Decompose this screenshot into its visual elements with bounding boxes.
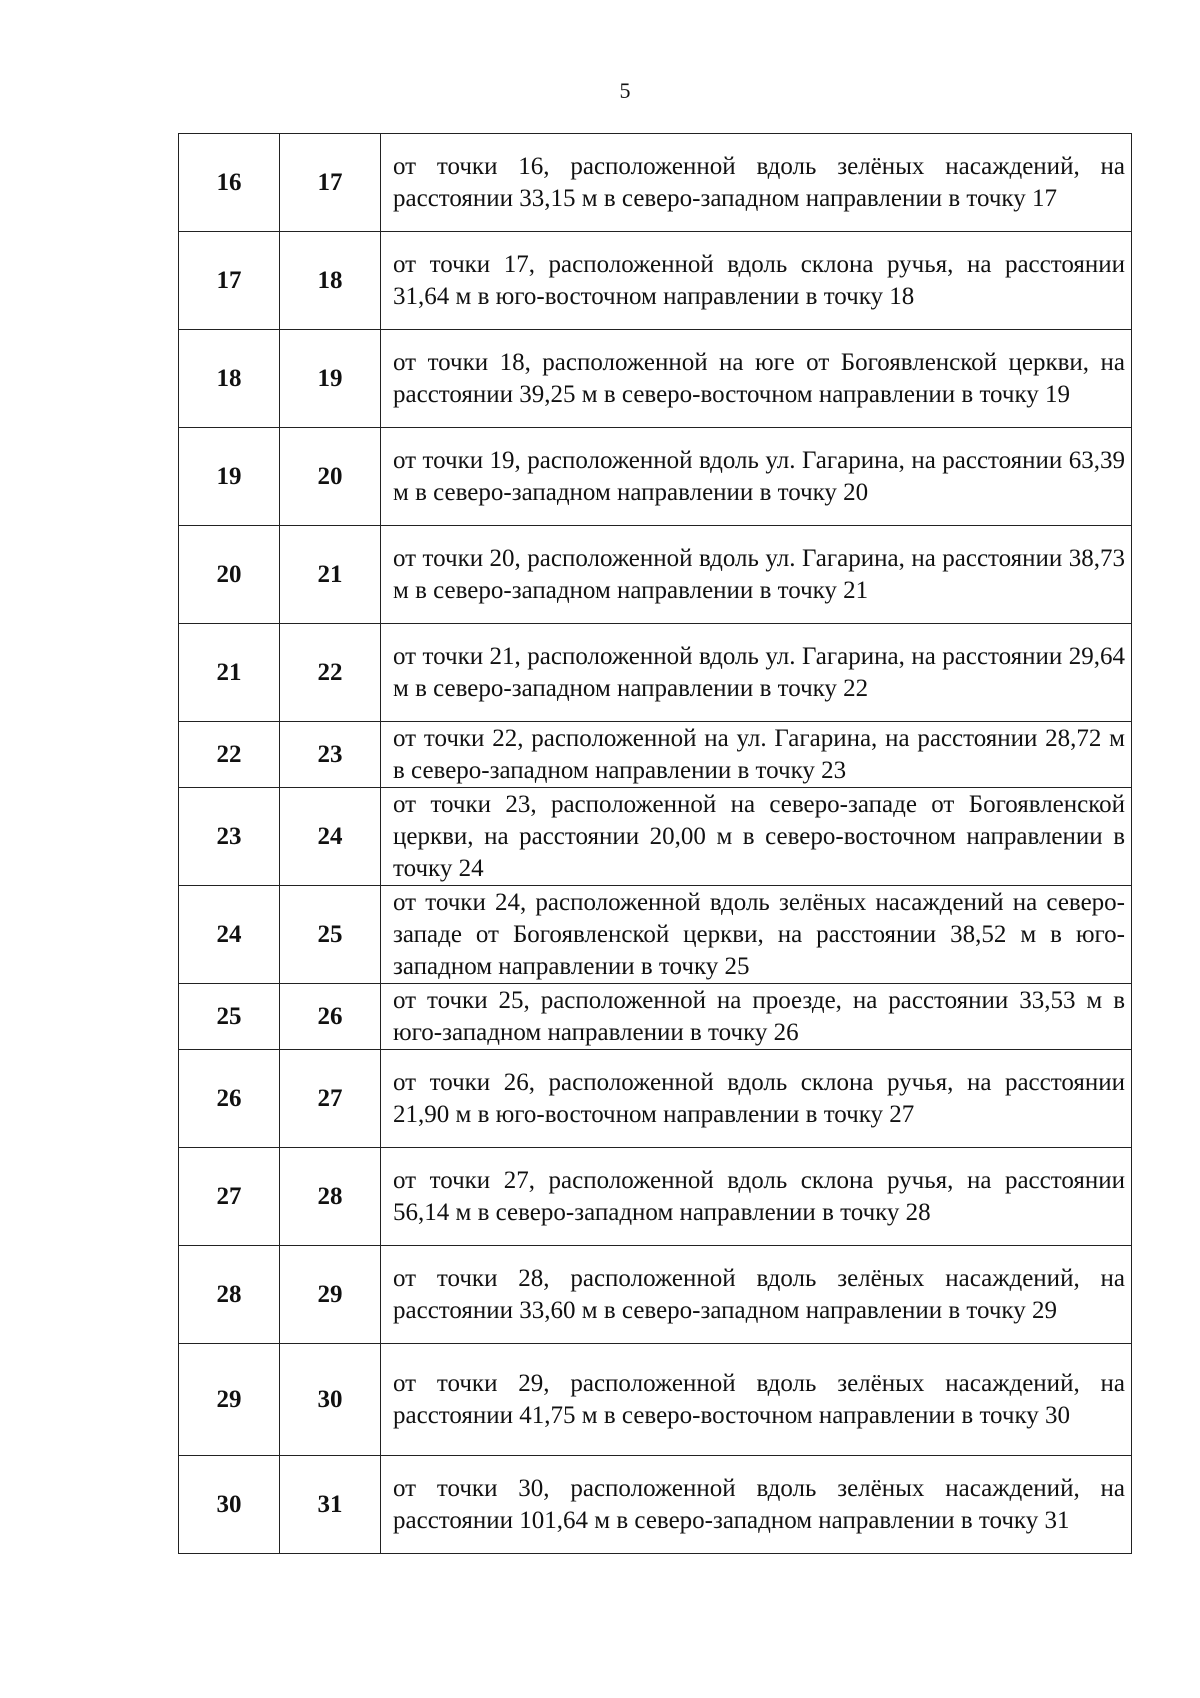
to-point-cell: 22 (280, 624, 381, 722)
description-cell: от точки 17, расположенной вдоль склона ручья, на расстоянии 31,64 м в юго-восточном направлении в точку 18 (381, 232, 1132, 330)
to-point-cell: 18 (280, 232, 381, 330)
description-cell: от точки 21, расположенной вдоль ул. Гагарина, на расстоянии 29,64 м в северо-западном направлении в точку 22 (381, 624, 1132, 722)
to-point-cell: 21 (280, 526, 381, 624)
description-cell: от точки 29, расположенной вдоль зелёных насаждений, на расстоянии 41,75 м в северо-восточном направлении в точку 30 (381, 1344, 1132, 1456)
table-row (179, 1344, 1132, 1456)
to-point-cell: 30 (280, 1344, 381, 1456)
from-point-cell: 22 (179, 722, 280, 788)
to-point-cell: 19 (280, 330, 381, 428)
description-cell: от точки 16, расположенной вдоль зелёных насаждений, на расстоянии 33,15 м в северо-западном направлении в точку 17 (381, 134, 1132, 232)
to-point-cell: 31 (280, 1456, 381, 1554)
table-row (179, 526, 1132, 624)
from-point-cell: 25 (179, 984, 280, 1050)
to-point-cell: 20 (280, 428, 381, 526)
from-point-cell: 19 (179, 428, 280, 526)
description-cell: от точки 28, расположенной вдоль зелёных насаждений, на расстоянии 33,60 м в северо-западном направлении в точку 29 (381, 1246, 1132, 1344)
to-point-cell: 29 (280, 1246, 381, 1344)
from-point-cell: 23 (179, 788, 280, 886)
to-point-cell: 26 (280, 984, 381, 1050)
to-point-cell: 25 (280, 886, 381, 984)
from-point-cell: 16 (179, 134, 280, 232)
from-point-cell: 18 (179, 330, 280, 428)
description-cell: от точки 24, расположенной вдоль зелёных насаждений на северо-западе от Богоявленской церкви, на расстоянии 38,52 м в юго-западном направлении в точку 25 (381, 886, 1132, 984)
from-point-cell: 27 (179, 1148, 280, 1246)
description-cell: от точки 22, расположенной на ул. Гагарина, на расстоянии 28,72 м в северо-западном направлении в точку 23 (381, 722, 1132, 788)
from-point-cell: 29 (179, 1344, 280, 1456)
from-point-cell: 26 (179, 1050, 280, 1148)
table-row (179, 886, 1132, 984)
table-row (179, 722, 1132, 788)
from-point-cell: 17 (179, 232, 280, 330)
table-row (179, 984, 1132, 1050)
from-point-cell: 20 (179, 526, 280, 624)
page-number: 5 (619, 78, 631, 103)
boundary-table (178, 133, 1132, 1554)
to-point-cell: 28 (280, 1148, 381, 1246)
table-row (179, 1148, 1132, 1246)
to-point-cell: 24 (280, 788, 381, 886)
from-point-cell: 21 (179, 624, 280, 722)
from-point-cell: 28 (179, 1246, 280, 1344)
description-cell: от точки 26, расположенной вдоль склона ручья, на расстоянии 21,90 м в юго-восточном направлении в точку 27 (381, 1050, 1132, 1148)
table-row (179, 1246, 1132, 1344)
to-point-cell: 17 (280, 134, 381, 232)
to-point-cell: 23 (280, 722, 381, 788)
table-row (179, 788, 1132, 886)
description-cell: от точки 30, расположенной вдоль зелёных насаждений, на расстоянии 101,64 м в северо-западном направлении в точку 31 (381, 1456, 1132, 1554)
table-row (179, 624, 1132, 722)
from-point-cell: 30 (179, 1456, 280, 1554)
description-cell: от точки 18, расположенной на юге от Богоявленской церкви, на расстоянии 39,25 м в северо-восточном направлении в точку 19 (381, 330, 1132, 428)
from-point-cell: 24 (179, 886, 280, 984)
description-cell: от точки 19, расположенной вдоль ул. Гагарина, на расстоянии 63,39 м в северо-западном направлении в точку 20 (381, 428, 1132, 526)
boundary-table-body (179, 134, 1132, 1554)
description-cell: от точки 25, расположенной на проезде, на расстоянии 33,53 м в юго-западном направлении в точку 26 (381, 984, 1132, 1050)
table-row (179, 1456, 1132, 1554)
table-row (179, 134, 1132, 232)
description-cell: от точки 27, расположенной вдоль склона ручья, на расстоянии 56,14 м в северо-западном направлении в точку 28 (381, 1148, 1132, 1246)
description-cell: от точки 20, расположенной вдоль ул. Гагарина, на расстоянии 38,73 м в северо-западном направлении в точку 21 (381, 526, 1132, 624)
description-cell: от точки 23, расположенной на северо-западе от Богоявленской церкви, на расстоянии 20,00 м в северо-восточном направлении в точку 24 (381, 788, 1132, 886)
table-row (179, 232, 1132, 330)
to-point-cell: 27 (280, 1050, 381, 1148)
table-row (179, 1050, 1132, 1148)
table-row (179, 330, 1132, 428)
table-row (179, 428, 1132, 526)
